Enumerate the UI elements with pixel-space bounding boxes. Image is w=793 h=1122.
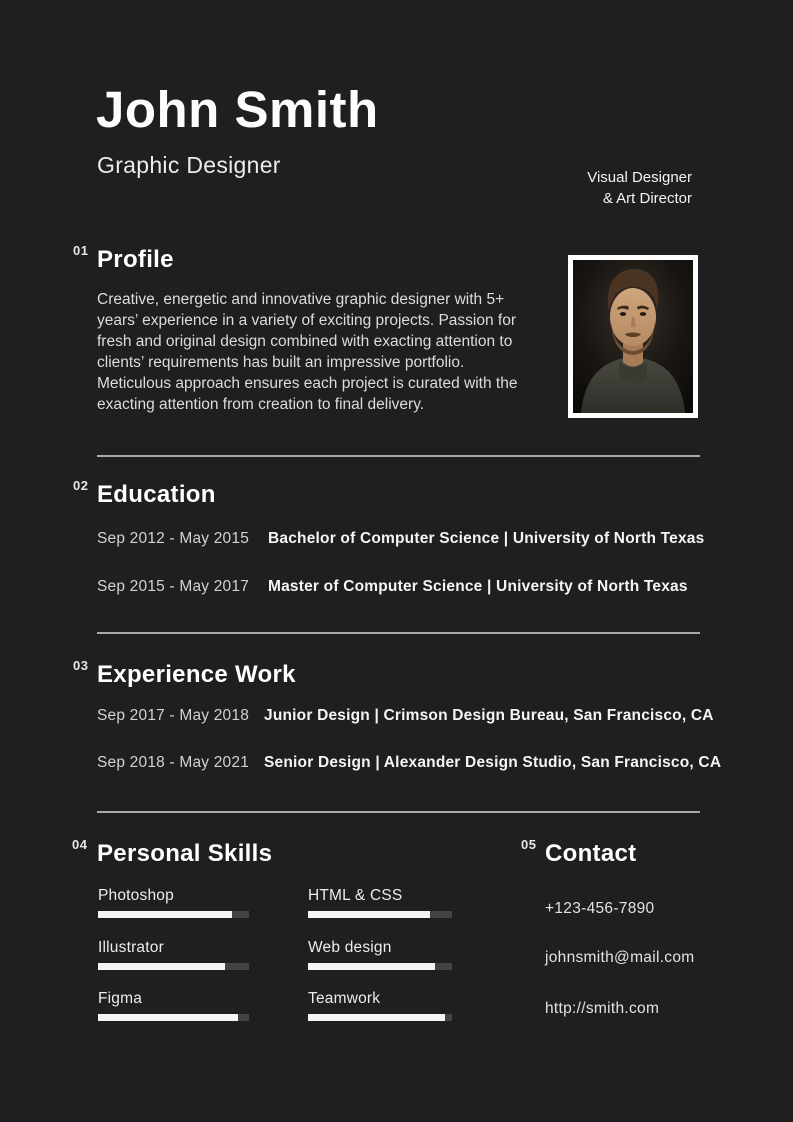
divider bbox=[97, 811, 700, 813]
skill-label: HTML & CSS bbox=[308, 887, 403, 904]
person-name: John Smith bbox=[96, 81, 379, 138]
skill-bar bbox=[308, 911, 452, 918]
skill-label: Illustrator bbox=[98, 939, 164, 956]
skill-bar bbox=[98, 911, 249, 918]
tagline-line-1: Visual Designer bbox=[587, 169, 692, 186]
education-row-dates: Sep 2015 - May 2017 bbox=[97, 578, 250, 595]
section-number-contact: 05 bbox=[521, 837, 537, 852]
contact-website[interactable]: http://smith.com bbox=[545, 1000, 660, 1017]
skill-bar-fill bbox=[98, 911, 232, 918]
skill-bar bbox=[98, 963, 249, 970]
section-number-experience: 03 bbox=[73, 658, 89, 673]
contact-email[interactable]: johnsmith@mail.com bbox=[545, 949, 695, 966]
portrait-illustration bbox=[573, 260, 693, 413]
experience-row-detail: Junior Design | Crimson Design Bureau, San Francisco, CA bbox=[264, 707, 714, 724]
contact-phone[interactable]: +123-456-7890 bbox=[545, 900, 655, 917]
skill-bar-fill bbox=[98, 963, 225, 970]
skill-label: Teamwork bbox=[308, 990, 381, 1007]
experience-row-dates: Sep 2018 - May 2021 bbox=[97, 754, 250, 771]
profile-text: Creative, energetic and innovative graphic designer with 5+ years’ experience in a variety of exciting projects. Passion for fresh and original design combined with exacting attention to clients’ requirements has built an impressive portfolio. Meticulous approach ensures each project is curated with the exacting attention from creation to final delivery. bbox=[97, 291, 518, 413]
tagline-line-2: & Art Director bbox=[602, 190, 692, 207]
education-row-dates: Sep 2012 - May 2015 bbox=[97, 530, 250, 547]
education-row-detail: Bachelor of Computer Science | University of North Texas bbox=[268, 530, 705, 547]
section-number-profile: 01 bbox=[73, 243, 89, 258]
skill-label: Figma bbox=[98, 990, 143, 1007]
skill-label: Photoshop bbox=[98, 887, 174, 904]
section-title-skills: Personal Skills bbox=[97, 840, 273, 867]
section-title-profile: Profile bbox=[97, 246, 174, 273]
section-number-education: 02 bbox=[73, 478, 89, 493]
divider bbox=[97, 455, 700, 457]
section-title-contact: Contact bbox=[545, 840, 637, 867]
skill-bar-fill bbox=[308, 963, 435, 970]
skill-bar bbox=[98, 1014, 249, 1021]
skill-bar-fill bbox=[308, 1014, 445, 1021]
person-role: Graphic Designer bbox=[97, 152, 281, 178]
skill-bar-fill bbox=[308, 911, 430, 918]
experience-row-dates: Sep 2017 - May 2018 bbox=[97, 707, 250, 724]
divider bbox=[97, 632, 700, 634]
section-title-experience: Experience Work bbox=[97, 661, 296, 688]
skill-bar-fill bbox=[98, 1014, 238, 1021]
section-title-education: Education bbox=[97, 481, 216, 508]
education-row-detail: Master of Computer Science | University of North Texas bbox=[268, 578, 688, 595]
skill-label: Web design bbox=[308, 939, 392, 956]
experience-row-detail: Senior Design | Alexander Design Studio, San Francisco, CA bbox=[264, 754, 722, 771]
skill-bar bbox=[308, 963, 452, 970]
section-number-skills: 04 bbox=[72, 837, 88, 852]
portrait-photo bbox=[568, 255, 698, 418]
tagline bbox=[587, 167, 692, 209]
skill-bar bbox=[308, 1014, 452, 1021]
